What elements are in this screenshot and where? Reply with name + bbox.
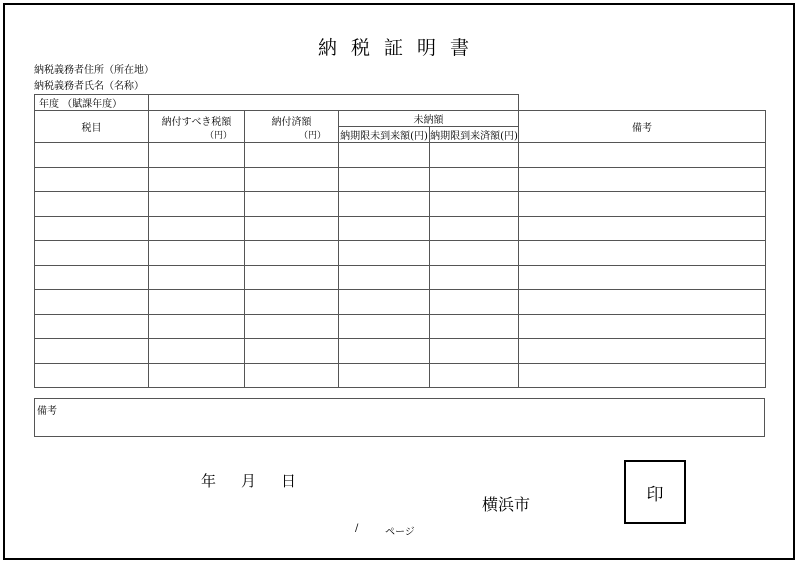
cell-remarks (519, 241, 766, 266)
table-row (35, 167, 766, 192)
cell-paid (245, 167, 339, 192)
cell-paid (245, 363, 339, 388)
cell-tax-item (35, 363, 149, 388)
cell-unpaid-past-due (430, 339, 519, 364)
cell-tax-item (35, 143, 149, 168)
remarks-label: 備考 (37, 406, 57, 417)
seal-label: 印 (646, 484, 664, 505)
header-unpaid-not-due: 納期限未到来額(円) (339, 127, 430, 143)
header-tax-due-unit: （円） (204, 130, 232, 141)
cell-unpaid-past-due (430, 290, 519, 315)
header-paid-label: 納付済額 (271, 116, 312, 128)
table-row (35, 216, 766, 241)
taxpayer-name-label: 納税義務者氏名（名称） (34, 81, 144, 92)
cell-unpaid-not-due (339, 290, 430, 315)
cell-paid (245, 143, 339, 168)
table-row (35, 363, 766, 388)
cell-unpaid-past-due (430, 241, 519, 266)
cell-unpaid-past-due (430, 192, 519, 217)
cell-tax-due (149, 314, 245, 339)
table-row (35, 290, 766, 315)
cell-unpaid-not-due (339, 167, 430, 192)
date-day: 日 (281, 472, 297, 490)
cell-remarks (519, 363, 766, 388)
cell-remarks (519, 314, 766, 339)
seal-box (624, 460, 686, 524)
cell-tax-item (35, 339, 149, 364)
header-row (35, 111, 766, 127)
cell-tax-due (149, 143, 245, 168)
tax-table (34, 94, 766, 388)
header-remarks: 備考 (519, 111, 766, 143)
table-row (35, 339, 766, 364)
header-tax-due-label: 納付すべき税額 (161, 116, 232, 128)
cell-tax-due (149, 192, 245, 217)
table-row (35, 143, 766, 168)
cell-tax-due (149, 167, 245, 192)
header-unpaid: 未納額 (339, 111, 519, 127)
cell-unpaid-not-due (339, 314, 430, 339)
cell-tax-due (149, 241, 245, 266)
cell-unpaid-past-due (430, 143, 519, 168)
cell-tax-due (149, 290, 245, 315)
date-year: 年 (201, 472, 217, 490)
cell-tax-item (35, 241, 149, 266)
cell-tax-item (35, 216, 149, 241)
cell-unpaid-not-due (339, 192, 430, 217)
cell-paid (245, 339, 339, 364)
header-tax-item: 税目 (35, 111, 149, 143)
cell-tax-item (35, 314, 149, 339)
table-row (35, 265, 766, 290)
header-tax-due (149, 111, 245, 143)
header-unpaid-past-due: 納期限到来済額(円) (430, 127, 519, 143)
cell-paid (245, 265, 339, 290)
header-paid (245, 111, 339, 143)
cell-paid (245, 314, 339, 339)
year-value-cell (149, 95, 519, 111)
taxpayer-address-label: 納税義務者住所（所在地） (34, 65, 154, 76)
cell-remarks (519, 192, 766, 217)
table-row (35, 192, 766, 217)
cell-tax-item (35, 167, 149, 192)
cell-unpaid-not-due (339, 363, 430, 388)
table-row (35, 314, 766, 339)
cell-remarks (519, 167, 766, 192)
date-month: 月 (241, 472, 257, 490)
cell-remarks (519, 290, 766, 315)
cell-unpaid-past-due (430, 363, 519, 388)
document-title: 納税証明書 (317, 37, 483, 59)
cell-unpaid-not-due (339, 216, 430, 241)
cell-unpaid-not-due (339, 241, 430, 266)
page-slash: / (355, 523, 359, 534)
year-row-spacer (519, 95, 766, 111)
cell-remarks (519, 339, 766, 364)
cell-unpaid-past-due (430, 216, 519, 241)
cell-paid (245, 192, 339, 217)
cell-remarks (519, 216, 766, 241)
cell-paid (245, 216, 339, 241)
cell-remarks (519, 143, 766, 168)
year-row (35, 95, 766, 111)
cell-paid (245, 290, 339, 315)
cell-tax-item (35, 265, 149, 290)
issuer-name: 横浜市 (482, 495, 531, 514)
cell-unpaid-past-due (430, 167, 519, 192)
cell-tax-item (35, 192, 149, 217)
cell-unpaid-not-due (339, 265, 430, 290)
cell-unpaid-past-due (430, 314, 519, 339)
cell-tax-due (149, 216, 245, 241)
header-paid-unit: （円） (298, 130, 326, 141)
page-label: ページ (385, 527, 415, 538)
cell-tax-due (149, 363, 245, 388)
cell-tax-item (35, 290, 149, 315)
cell-unpaid-not-due (339, 339, 430, 364)
table-row (35, 241, 766, 266)
remarks-box (34, 398, 765, 437)
cell-unpaid-not-due (339, 143, 430, 168)
cell-paid (245, 241, 339, 266)
cell-tax-due (149, 265, 245, 290)
cell-remarks (519, 265, 766, 290)
cell-tax-due (149, 339, 245, 364)
cell-unpaid-past-due (430, 265, 519, 290)
year-label: 年度 （賦課年度） (35, 95, 149, 111)
